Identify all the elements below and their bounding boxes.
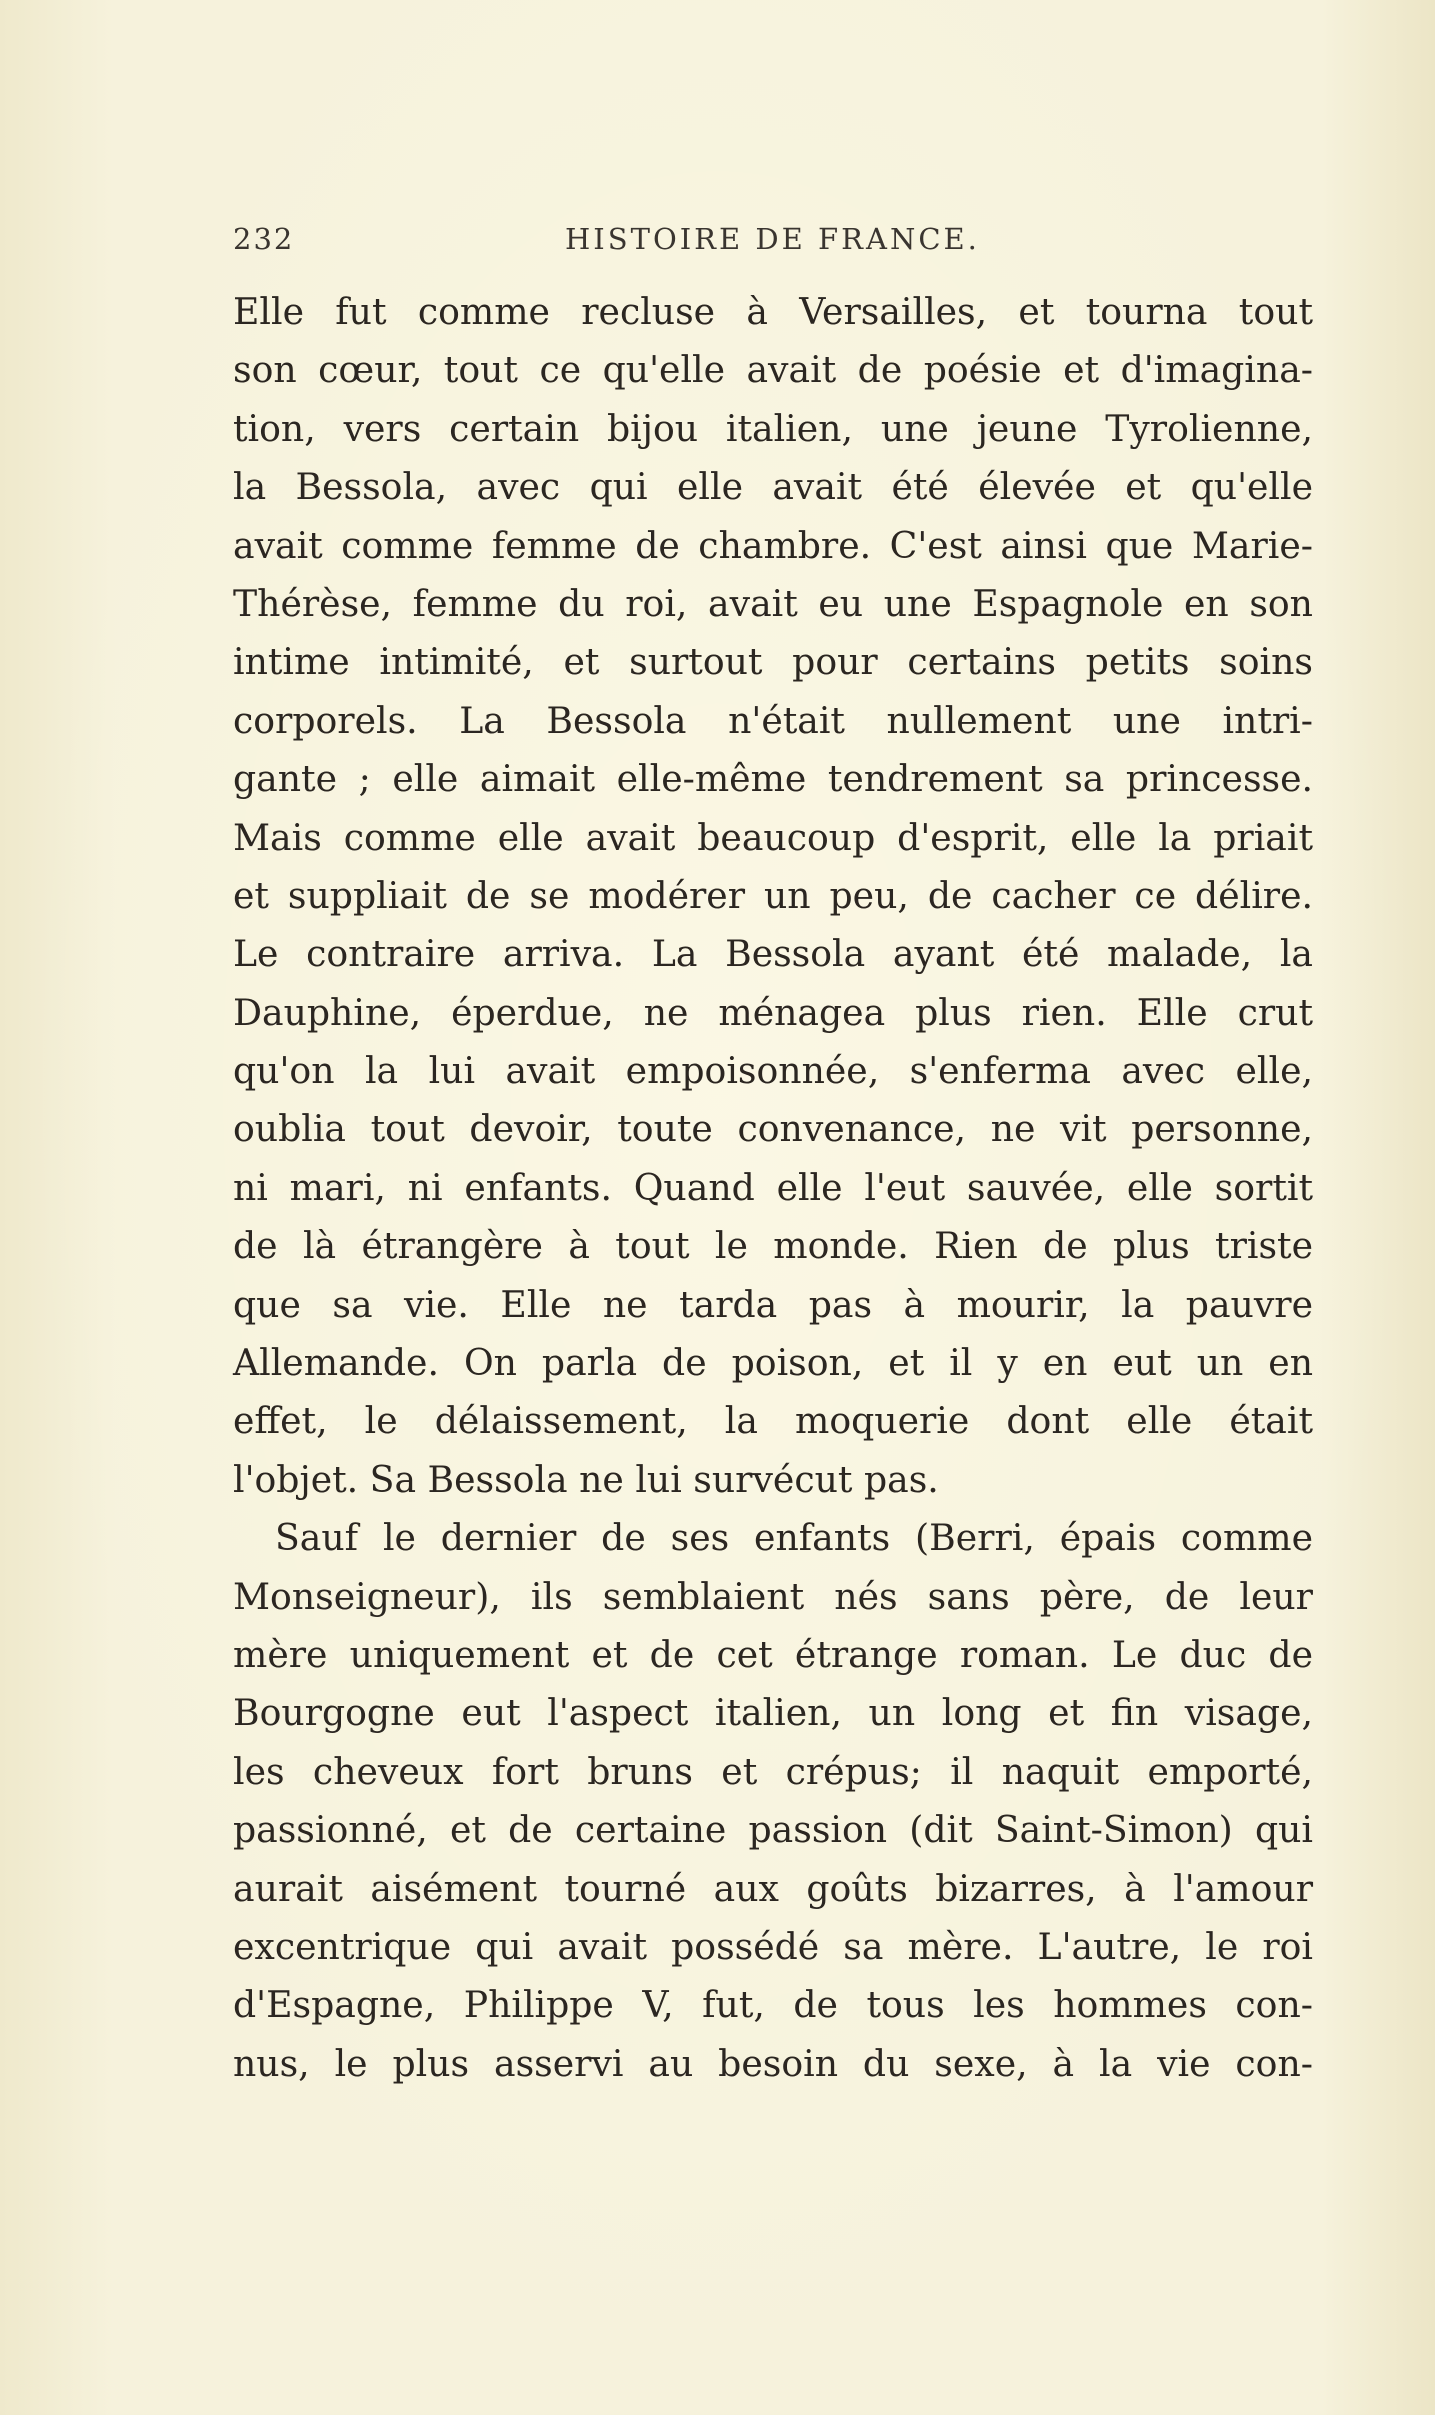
text-line: Thérèse, femme du roi, avait eu une Espagnole en son bbox=[233, 581, 1313, 625]
page-number: 232 bbox=[233, 222, 295, 256]
text-line: Allemande. On parla de poison, et il y en eut un en bbox=[233, 1341, 1313, 1385]
text-line: Mais comme elle avait beaucoup d'esprit, elle la priait bbox=[233, 815, 1313, 859]
text-line: corporels. La Bessola n'était nullement une intri- bbox=[233, 698, 1313, 742]
text-line: nus, le plus asservi au besoin du sexe, à la vie con- bbox=[233, 2041, 1313, 2085]
text-line: intime intimité, et surtout pour certains petits soins bbox=[233, 640, 1313, 684]
text-line: passionné, et de certaine passion (dit Saint-Simon) qui bbox=[233, 1808, 1313, 1852]
text-line: avait comme femme de chambre. C'est ainsi que Marie- bbox=[233, 523, 1313, 567]
text-line: la Bessola, avec qui elle avait été élevée et qu'elle bbox=[233, 465, 1313, 509]
text-line: oublia tout devoir, toute convenance, ne vit personne, bbox=[233, 1107, 1313, 1151]
text-line: d'Espagne, Philippe V, fut, de tous les hommes con- bbox=[233, 1983, 1313, 2027]
text-line: aurait aisément tourné aux goûts bizarres, à l'amour bbox=[233, 1866, 1313, 1910]
text-line: son cœur, tout ce qu'elle avait de poésie et d'imagina- bbox=[233, 348, 1313, 392]
text-line: de là étrangère à tout le monde. Rien de plus triste bbox=[233, 1224, 1313, 1268]
running-title: HISTOIRE DE FRANCE. bbox=[565, 222, 980, 256]
text-line: ni mari, ni enfants. Quand elle l'eut sauvée, elle sortit bbox=[233, 1165, 1313, 1209]
page-header bbox=[233, 222, 1233, 262]
paragraph-start-line: Sauf le dernier de ses enfants (Berri, épais comme bbox=[275, 1516, 1313, 1560]
text-line: et suppliait de se modérer un peu, de cacher ce délire. bbox=[233, 873, 1313, 917]
body-text bbox=[233, 283, 1313, 2093]
text-line: effet, le délaissement, la moquerie dont elle était bbox=[233, 1399, 1313, 1443]
text-line: Dauphine, éperdue, ne ménagea plus rien. Elle crut bbox=[233, 990, 1313, 1034]
text-line: Bourgogne eut l'aspect italien, un long et fin visage, bbox=[233, 1691, 1313, 1735]
text-line: Le contraire arriva. La Bessola ayant été malade, la bbox=[233, 932, 1313, 976]
paragraph-end-line: l'objet. Sa Bessola ne lui survécut pas. bbox=[233, 1457, 939, 1501]
text-line: que sa vie. Elle ne tarda pas à mourir, la pauvre bbox=[233, 1282, 1313, 1326]
text-line: Monseigneur), ils semblaient nés sans père, de leur bbox=[233, 1574, 1313, 1618]
text-line: qu'on la lui avait empoisonnée, s'enferma avec elle, bbox=[233, 1049, 1313, 1093]
text-line: mère uniquement et de cet étrange roman. Le duc de bbox=[233, 1632, 1313, 1676]
text-line: tion, vers certain bijou italien, une jeune Tyrolienne, bbox=[233, 406, 1313, 450]
text-line: les cheveux fort bruns et crépus; il naquit emporté, bbox=[233, 1749, 1313, 1793]
text-line: gante ; elle aimait elle-même tendrement sa princesse. bbox=[233, 757, 1313, 801]
text-line: excentrique qui avait possédé sa mère. L'autre, le roi bbox=[233, 1924, 1313, 1968]
text-line: Elle fut comme recluse à Versailles, et tourna tout bbox=[233, 290, 1313, 333]
